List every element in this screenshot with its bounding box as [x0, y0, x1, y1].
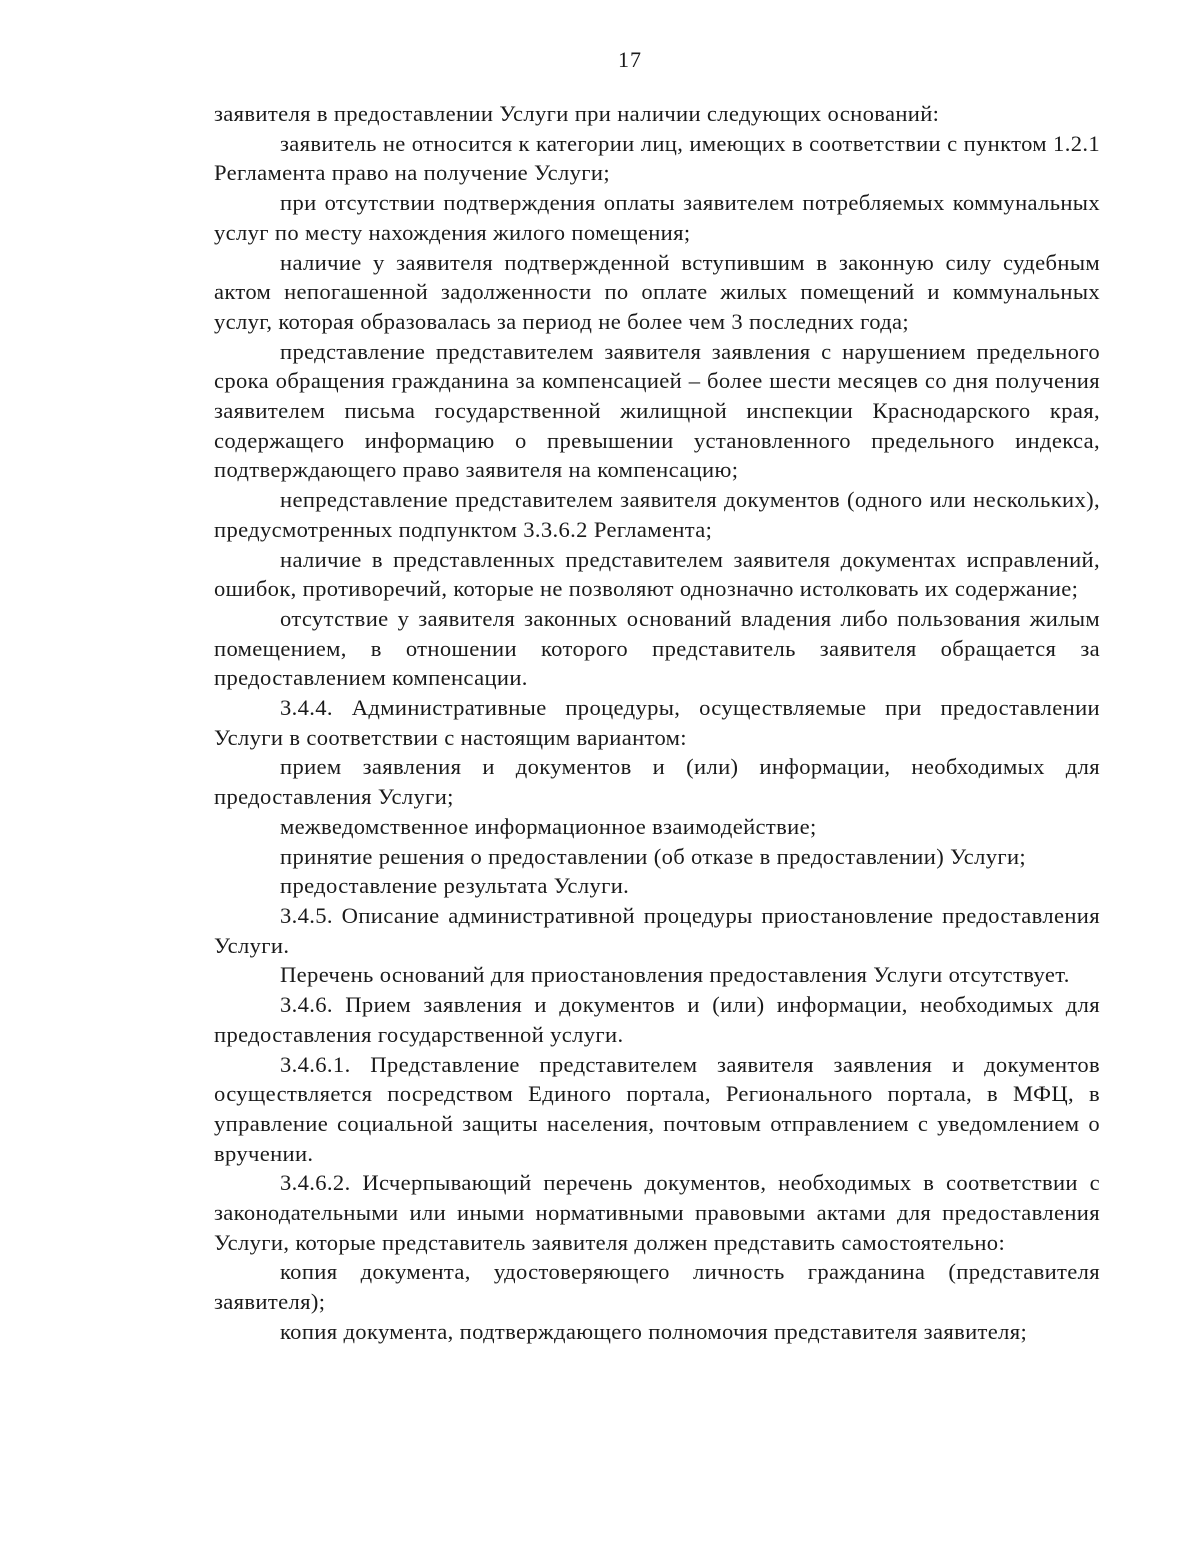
list-item-deadline-violation: представление представителем заявителя заявления с нарушением предельного срока обращения гражданина за компенсацией – более шести месяцев со дня получения заявителем письма государственной жилищной инспекции Краснодарского края, содержащего информацию о превышении установленного предельного индекса, подтверждающего право заявителя на компенсацию; — [214, 338, 1100, 483]
list-item-missing-documents: непредставление представителем заявителя документов (одного или нескольких), предусмотренных подпунктом 3.3.6.2 Регламента; — [214, 487, 1100, 542]
document-item-identity-copy: копия документа, удостоверяющего личность гражданина (представителя заявителя); — [214, 1259, 1100, 1315]
procedure-item-result: предоставление результата Услуги. — [280, 873, 630, 899]
list-item-not-eligible: заявитель не относится к категории лиц, имеющих в соответствии с пунктом 1.2.1 Регламента право на получение Услуги; — [214, 130, 1100, 186]
page-number: 17 — [618, 47, 642, 72]
section-3-4-5: 3.4.5. Описание административной процедуры приостановление предоставления Услуги. — [214, 902, 1100, 958]
suspension-note: Перечень оснований для приостановления предоставления Услуги отсутствует. — [280, 962, 1070, 988]
procedure-item-decision: принятие решения о предоставлении (об отказе в предоставлении) Услуги; — [280, 843, 1027, 869]
list-item-no-legal-grounds: отсутствие у заявителя законных оснований владения либо пользования жилым помещением, в отношении которого представитель заявителя обращается за предоставлением компенсации. — [214, 605, 1100, 691]
list-item-document-errors: наличие в представленных представителем заявителя документах исправлений, ошибок, противоречий, которые не позволяют однозначно истолковать их содержание; — [214, 546, 1100, 602]
section-3-4-6-1: 3.4.6.1. Представление представителем заявителя заявления и документов осуществляется посредством Единого портала, Регионального портала, в МФЦ, в управление социальной защиты населения, почтовым отправлением с уведомлением о вручении. — [214, 1051, 1100, 1166]
procedure-item-interagency: межведомственное информационное взаимодействие; — [280, 813, 817, 839]
section-3-4-4: 3.4.4. Административные процедуры, осуществляемые при предоставлении Услуги в соответствии с настоящим вариантом: — [214, 695, 1100, 750]
section-3-4-6-2: 3.4.6.2. Исчерпывающий перечень документов, необходимых в соответствии с законодательными или иными нормативными правовыми актами для предоставления Услуги, которые представитель заявителя должен представить самостоятельно: — [214, 1170, 1100, 1255]
list-item-no-payment-confirmation: при отсутствии подтверждения оплаты заявителем потребляемых коммунальных услуг по месту нахождения жилого помещения; — [214, 190, 1100, 245]
paragraph-continuation: заявителя в предоставлении Услуги при наличии следующих оснований: — [214, 101, 940, 126]
procedure-item-reception: прием заявления и документов и (или) информации, необходимых для предоставления Услуги; — [214, 754, 1100, 810]
section-3-4-6: 3.4.6. Прием заявления и документов и (или) информации, необходимых для предоставления государственной услуги. — [214, 992, 1100, 1047]
document-item-authority-copy: копия документа, подтверждающего полномочия представителя заявителя; — [280, 1318, 1028, 1344]
list-item-unpaid-debt: наличие у заявителя подтвержденной вступившим в законную силу судебным актом непогашенной задолженности по оплате жилых помещений и коммунальных услуг, которая образовалась за период не более чем 3 последних года; — [214, 249, 1100, 334]
document-body — [214, 99, 1100, 1347]
